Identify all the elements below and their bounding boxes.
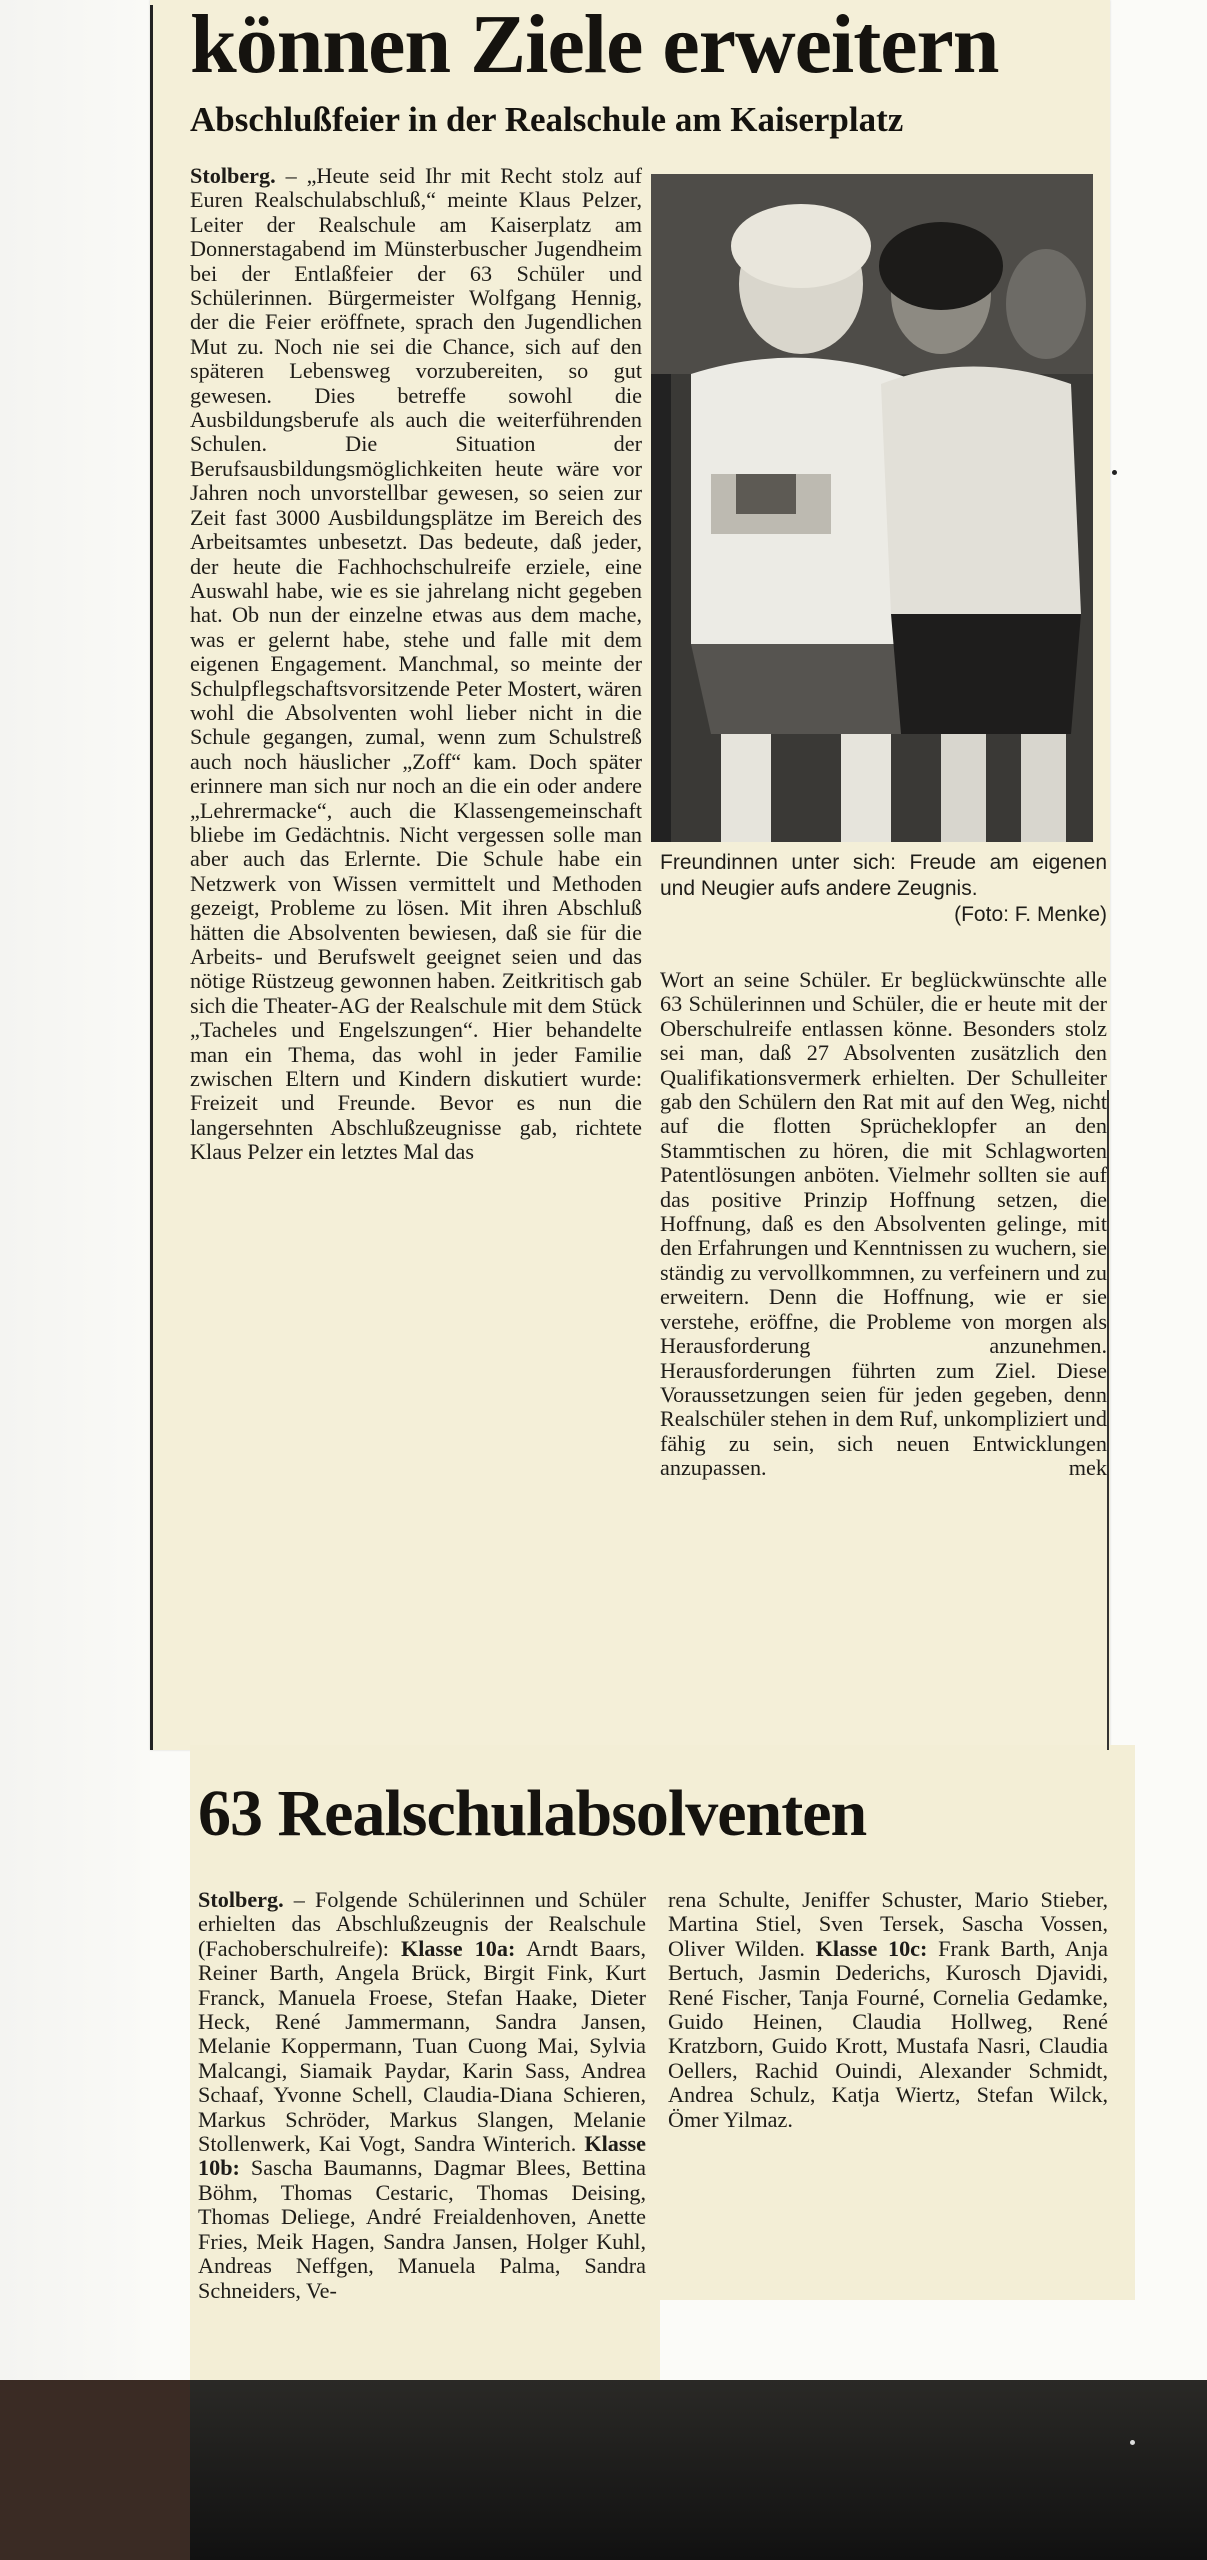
article-photo bbox=[651, 174, 1093, 842]
article-subheadline: Abschlußfeier in der Realschule am Kaiserplatz bbox=[190, 100, 904, 139]
graduates-headline: 63 Realschulabsolventen bbox=[198, 1777, 867, 1850]
article-body-part-1: – „Heute seid Ihr mit Recht stolz auf Euren Realschulabschluß,“ meinte Klaus Pelzer, Leiter der Realschule am Kaiserplatz am Donnerstagabend im Münsterbuscher Jugendheim bei der Entlaßfeier der 63 Schüler und Schülerinnen. Bürgermeister Wolfgang Hennig, der die Feier eröffnete, sprach den Jugendlichen Mut zu. Noch nie sei die Chance, sich auf den späteren Lebensweg vorzubereiten, so gut gewesen. Dies betreffe sowohl die Ausbildungsberufe als auch die weiterführenden Schulen. Die Situation der Berufsausbildungsmöglichkeiten heute wäre vor Jahren noch unvorstellbar gewesen, so seien zur Zeit fast 3000 Ausbildungsplätze im Bereich des Arbeitsamtes unbesetzt. Das bedeute, daß jeder, der heute die Fachhochschulreife erziele, eine Auswahl habe, wie es sie jahrelang nicht gegeben hat. Ob nun der einzelne etwas aus dem mache, was er gelernt habe, stehe und falle mit dem eigenen Engagement. Manchmal, so meinte der Schulpflegschaftsvorsitzende Peter Mostert, wären wohl die Absolventen wohl lieber nicht in die Schule gegangen, zumal, wenn zum Schulstreß auch noch häuslicher „Zoff“ kam. Doch später erinnere man sich nur noch an die ein oder andere „Lehrermacke“, auch die Klassengemeinschaft bliebe im Gedächtnis. Nicht vergessen solle man aber auch das Erlernte. Die Schule habe ein Netzwerk von Wissen vermittelt und Methoden gezeigt, Probleme zu lösen. Mit ihren Abschluß hätten die Absolventen bewiesen, daß sie für die Arbeits- und Berufswelt geeignet seien und das nötige Rüstzeug gewonnen haben. Zeitkritisch gab sich die Theater-AG der Realschule mit dem Stück „Tacheles und Engelszungen“. Hier behandelte man ein Thema, das wohl in jeder Familie zwischen Eltern und Kindern diskutiert wurde: Freizeit und Freunde. Bevor es nun die langersehnten Abschlußzeugnisse gab, richtete Klaus Pelzer ein letztes Mal das bbox=[190, 163, 643, 1165]
class-10b-names-part-2: rena Schulte, Jeniffer Schuster, Mario Stieber, Martina Stiel, Sven Tersek, Sascha Vossen, Oliver Wilden. bbox=[668, 1887, 1108, 1961]
class-10a-names: Arndt Baars, Reiner Barth, Angela Brück, Birgit Fink, Kurt Franck, Manuela Froese, Stefan Haake, Dieter Heck, René Jammermann, Sandra Jansen, Melanie Koppermann, Tuan Cuong Mai, Sylvia Malcangi, Siamaik Paydar, Karin Sass, Andrea Schaaf, Yvonne Schell, Claudia-Diana Schieren, Markus Schröder, Markus Slangen, Melanie Stollenwerk, Kai Vogt, Sandra Winterich. bbox=[198, 1935, 646, 2157]
article-signature: mek bbox=[1068, 1455, 1107, 1481]
scanner-edge-corner bbox=[0, 2380, 190, 2560]
photo-caption bbox=[660, 850, 1107, 928]
graduates-intro: – Folgende Schülerinnen und Schüler erhielten das Abschlußzeugnis der Realschule (Fachoberschulreife): bbox=[198, 1887, 647, 1961]
scan-speck bbox=[1130, 2440, 1135, 2445]
scan-speck bbox=[1112, 470, 1117, 475]
graduates-column-2 bbox=[668, 1888, 1108, 2132]
photo-caption-text: Freundinnen unter sich: Freude am eigenen und Neugier aufs andere Zeugnis. bbox=[660, 851, 1107, 900]
photo-illustration bbox=[651, 174, 1093, 842]
article-dateline: Stolberg. bbox=[190, 163, 276, 188]
scan-gap bbox=[660, 2300, 1207, 2380]
class-10b-names-part-1: Sascha Baumanns, Dagmar Blees, Bettina Böhm, Thomas Cestaric, Thomas Deising, Thomas Deliege, André Freialdenhoven, Anette Fries, Meik Hagen, Sandra Jansen, Holger Kuhl, Andreas Neffgen, Manuela Palma, Sandra Schneiders, Ve- bbox=[198, 2155, 647, 2303]
graduates-column-1 bbox=[198, 1888, 646, 2303]
class-10c-label: Klasse 10c: bbox=[815, 1935, 928, 1961]
article-column-1 bbox=[190, 164, 642, 1165]
graduates-dateline: Stolberg. bbox=[198, 1887, 284, 1912]
article-headline: können Ziele erweitern bbox=[190, 0, 999, 91]
column-rule-left bbox=[150, 5, 153, 1750]
column-rule-right bbox=[1107, 1090, 1109, 1750]
photo-credit: (Foto: F. Menke) bbox=[954, 903, 1107, 926]
article-column-2 bbox=[660, 968, 1107, 1481]
article-body-part-2: Wort an seine Schüler. Er beglückwünschte alle 63 Schülerinnen und Schüler, die er heute mit der Oberschulreife entlassen könne. Besonders stolz sei man, daß 27 Absolventen zusätzlich den Qualifikationsvermerk erhielten. Der Schulleiter gab den Schülern den Rat mit auf den Weg, nicht auf die flotten Sprücheklopfer an den Stammtischen zu hören, die mit Schlagworten Patentlösungen anböten. Vielmehr sollten sie auf das positive Prinzip Hoffnung setzen, die Hoffnung, daß es den Absolventen gelinge, mit den Erfahrungen und Kenntnissen zu wuchern, sie ständig zu vervollkommnen, zu verfeinern und zu erweitern. Denn die Hoffnung, wie er sie verstehe, eröffne, die Probleme von morgen als Herausforderung anzunehmen. Herausforderungen führten zum Ziel. Diese Voraussetzungen seien für jeden gegeben, denn Realschüler stehen in dem Ruf, unkompliziert und fähig zu sein, sich neuen Entwicklungen anzupassen. bbox=[660, 967, 1107, 1481]
class-10b-label: Klasse 10b: bbox=[198, 2131, 646, 2181]
class-10a-label: Klasse 10a: bbox=[401, 1935, 516, 1961]
scan-margin bbox=[0, 0, 150, 2560]
class-10c-names: Frank Barth, Anja Bertuch, Jasmin Dederichs, Kurosch Djavidi, René Fischer, Tanja Fourné, Cornelia Gedamke, Guido Heinen, Claudia Hollweg, René Kratzborn, Guido Krott, Mustafa Nasri, Claudia Oellers, Rachid Ouindi, Alexander Schmidt, Andrea Schulz, Katja Wiertz, Stefan Wilck, Ömer Yilmaz. bbox=[668, 1935, 1109, 2132]
